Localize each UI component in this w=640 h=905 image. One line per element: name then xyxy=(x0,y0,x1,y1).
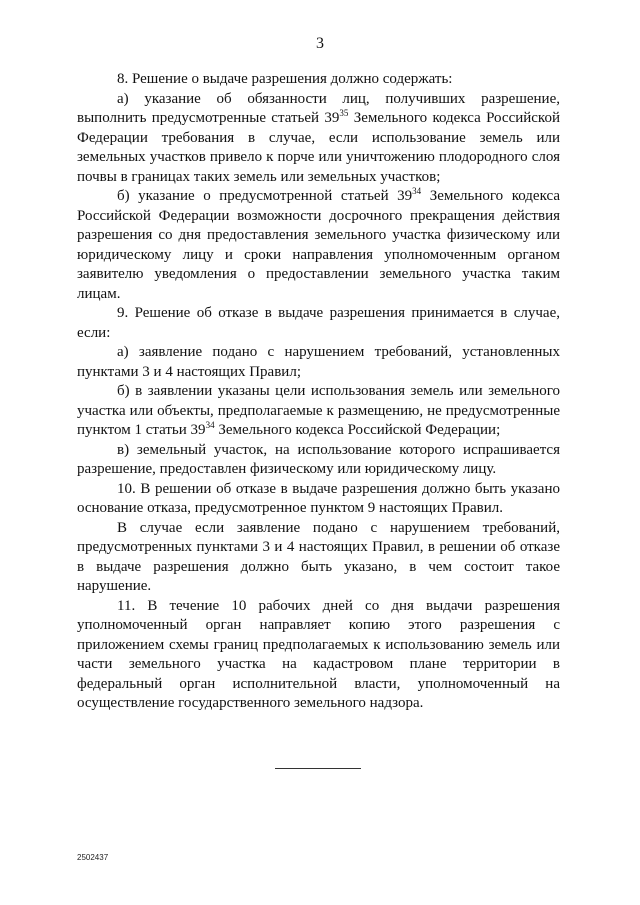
paragraph-8b: б) указание о предусмотренной статьей $39^{34}$ Земельного кодекса Российской Федерации возможности досрочного прекращения действия разрешения со дня предоставления земельного участка физическому или юридическому лицу и сроки направления уполномоченным органом заявителю уведомления о предоставлении земельного участка таким лицам. xyxy=(77,186,560,302)
paragraph-8-intro: 8. Решение о выдаче разрешения должно содержать: xyxy=(117,71,453,87)
paragraph-9-intro: 9. Решение об отказе в выдаче разрешения принимается в случае, если: xyxy=(77,305,560,341)
superscript-34: 34 xyxy=(412,186,422,196)
paragraph-10: 10. В решении об отказе в выдаче разрешения должно быть указано основание отказа, предусмотренное пунктом 9 настоящих Правил. xyxy=(77,480,560,516)
paragraph-9c: в) земельный участок, на использование которого испрашивается разрешение, предоставлен физическому или юридическому лицу. xyxy=(77,441,560,477)
end-rule xyxy=(275,768,361,769)
document-code: 2502437 xyxy=(77,853,109,862)
paragraph-11: 11. В течение 10 рабочих дней со дня выдачи разрешения уполномоченный орган направляет копию этого разрешения с приложением схемы границ предполагаемых к использованию земель или части земельного участка на кадастровом плане территории в федеральный орган исполнительной власти, уполномоченный на осуществление государственного земельного надзора. xyxy=(77,597,560,711)
page-number: 3 xyxy=(316,35,324,52)
paragraph-9b: б) в заявлении указаны цели использования земель или земельного участка или объекты, предполагаемые к размещению, не предусмотренные пунктом 1 статьи $39^{34}$ Земельного кодекса Российской Федерации; xyxy=(77,383,560,438)
document-body xyxy=(77,70,560,714)
paragraph-9a: а) заявление подано с нарушением требований, установленных пунктами 3 и 4 настоящих Правил; xyxy=(77,344,560,380)
paragraph-10-case: В случае если заявление подано с нарушением требований, предусмотренных пунктами 3 и 4 настоящих Правил, в решении об отказе в выдаче разрешения должно быть указано, в чем состоит такое нарушение. xyxy=(77,519,560,594)
paragraph-8a: а) указание об обязанности лиц, получивших разрешение, выполнить предусмотренные статьей $39^{35}$ Земельного кодекса Российской Федерации требования в случае, если использование земель или земельных участков привело к порче или уничтожению плодородного слоя почвы в границах таких земель или земельных участков; xyxy=(77,90,560,185)
superscript-35: 35 xyxy=(339,108,349,118)
superscript-34: 34 xyxy=(205,420,215,430)
